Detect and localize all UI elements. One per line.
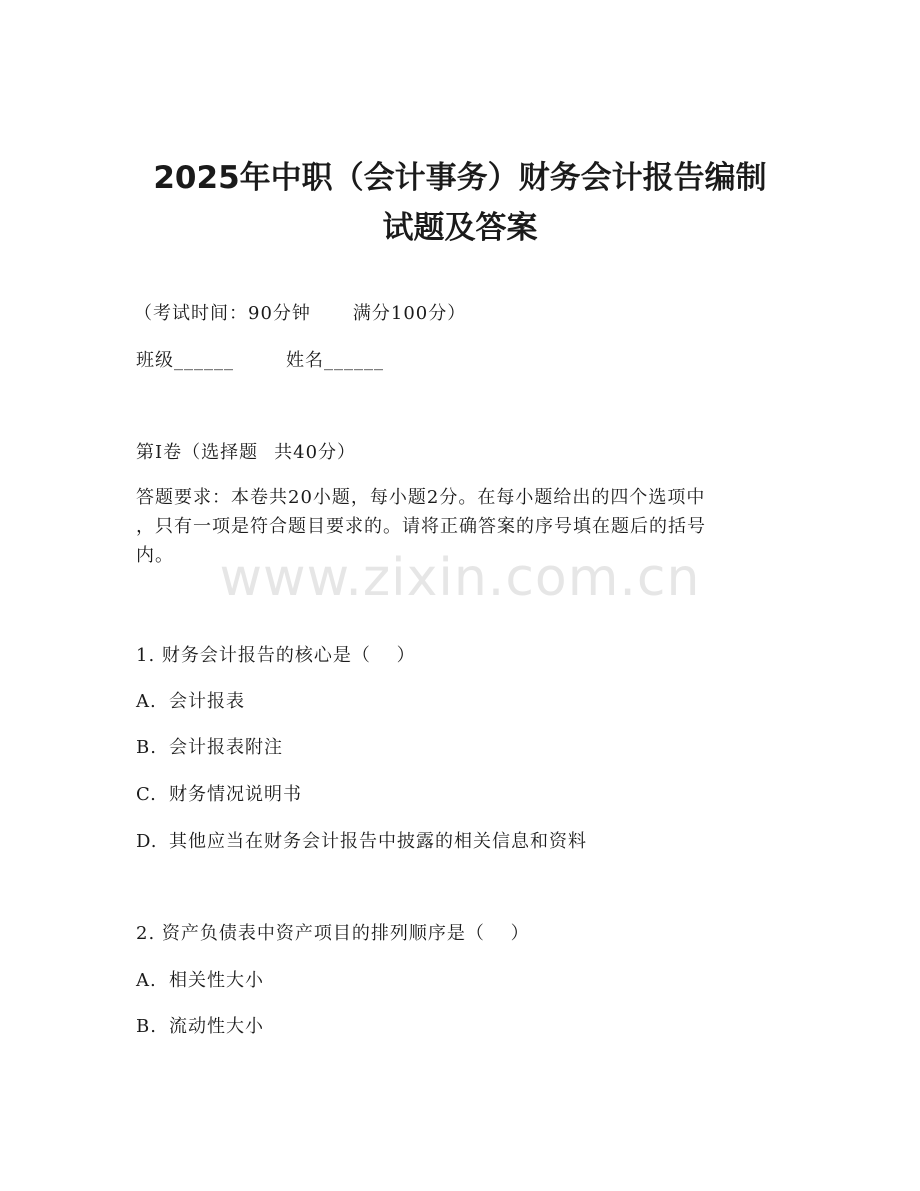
- question-1-option-d: [136, 829, 587, 855]
- option-label: C.: [136, 784, 157, 805]
- document-title-line-1: 2025年中职（会计事务）财务会计报告编制: [153, 160, 767, 196]
- document-title-line-2: 试题及答案: [382, 210, 538, 246]
- student-info: [136, 348, 384, 374]
- exam-full-score: 满分100分）: [352, 303, 467, 324]
- instructions-line: ，只有一项是符合题目要求的。请将正确答案的序号填在题后的括号: [136, 516, 706, 537]
- section-heading-part: 第Ⅰ卷（选择题: [136, 442, 259, 463]
- instructions-line: 答题要求：本卷共20小题，每小题2分。在每小题给出的四个选项中: [136, 487, 706, 508]
- question-1-option-b: [136, 735, 283, 761]
- option-text: 其他应当在财务会计报告中披露的相关信息和资料: [169, 831, 587, 852]
- option-label: B.: [136, 1016, 157, 1037]
- question-1-option-c: [136, 782, 302, 808]
- option-text: 财务情况说明书: [169, 784, 302, 805]
- question-2-option-b: [136, 1014, 264, 1040]
- section-heading: [136, 440, 356, 466]
- option-text: 会计报表: [169, 691, 245, 712]
- option-label: D.: [136, 831, 158, 852]
- name-field-label: 姓名______: [286, 350, 384, 371]
- instructions-line: 内。: [136, 545, 174, 566]
- question-1-option-a: [136, 689, 245, 715]
- option-text: 流动性大小: [169, 1016, 264, 1037]
- option-label: A.: [136, 691, 157, 712]
- question-2-option-a: [136, 968, 264, 994]
- class-field-label: 班级______: [136, 350, 234, 371]
- watermark: www.zixin.com.cn: [219, 548, 701, 608]
- option-text: 相关性大小: [169, 970, 264, 991]
- option-label: B.: [136, 737, 157, 758]
- question-2-stem: 2. 资产负债表中资产项目的排列顺序是（ ）: [136, 923, 530, 944]
- exam-time: （考试时间：90分钟: [134, 303, 311, 324]
- exam-info: [134, 301, 466, 327]
- option-text: 会计报表附注: [169, 737, 283, 758]
- section-heading-score: 共40分）: [274, 442, 357, 463]
- question-1-stem: 1. 财务会计报告的核心是（ ）: [136, 645, 416, 666]
- option-label: A.: [136, 970, 157, 991]
